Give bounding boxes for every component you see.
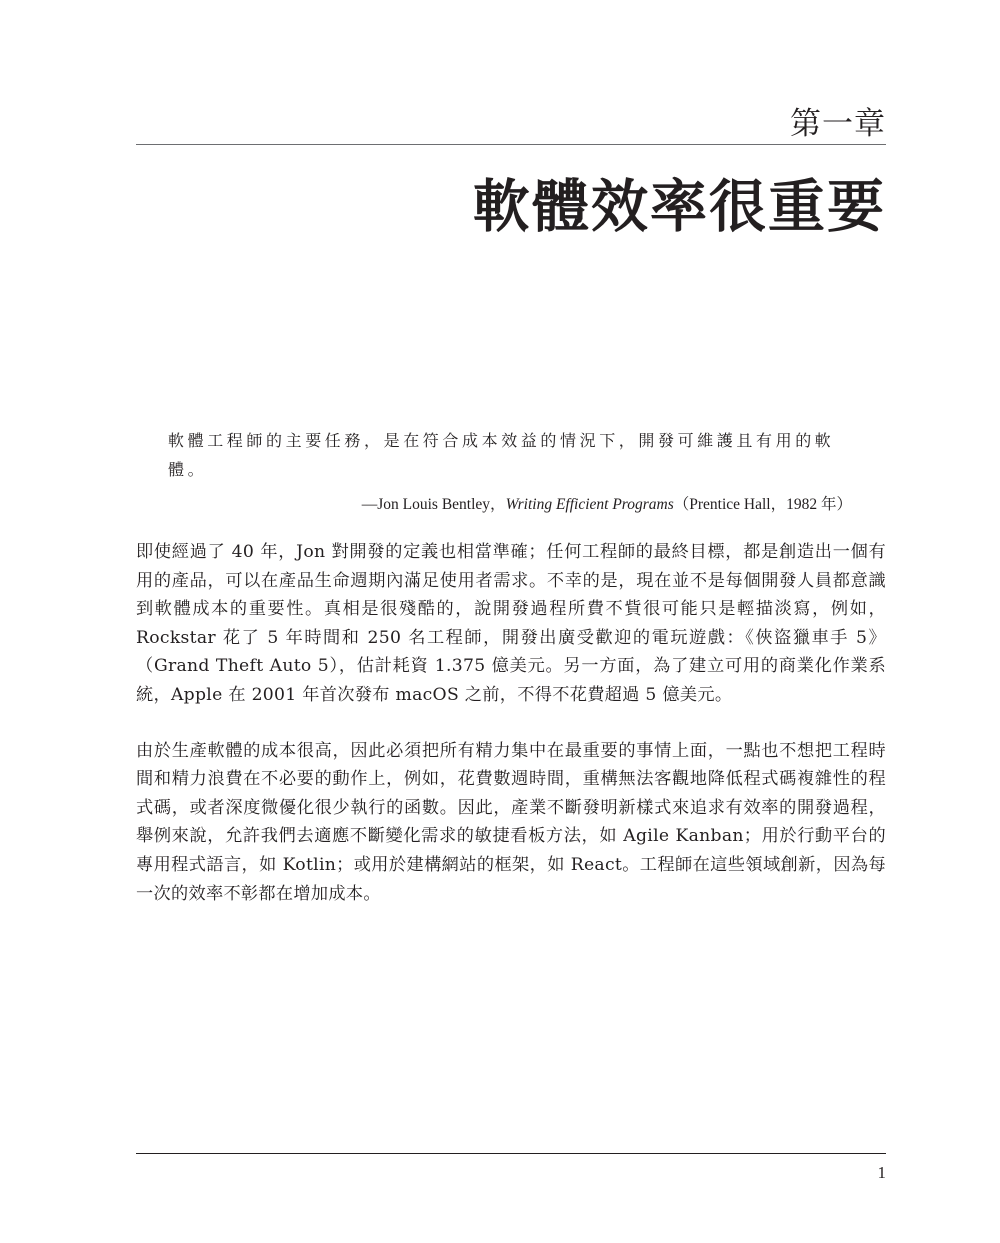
chapter-title: 軟體效率很重要 <box>473 174 886 240</box>
footer-divider <box>136 1153 886 1154</box>
page-number: 1 <box>877 1163 886 1182</box>
chapter-label: 第一章 <box>790 106 886 142</box>
attribution-author: Jon Louis Bentley， <box>377 496 506 513</box>
body-paragraph: 即使經過了 40 年，Jon 對開發的定義也相當準確；任何工程師的最終目標，都是創造出一個有用的產品，可以在產品生命週期內滿足使用者需求。不幸的是，現在並不是每個開發人員都意識到軟體成本的重要性。真相是很殘酷的，說開發過程所費不貲很可能只是輕描淡寫，例如，Rockstar 花了 5 年時間和 250 名工程師，開發出廣受歡迎的電玩遊戲：《俠盜獵車手 5》（Grand Theft Auto 5），估計耗資 1.375 億美元。另一方面，為了建立可用的商業化作業系統，Apple 在 2001 年首次發布 macOS 之前，不得不花費超過 5 億美元。 <box>136 542 886 705</box>
body-text <box>136 538 886 935</box>
attribution-publisher: （Prentice Hall，1982 年） <box>673 496 852 513</box>
epigraph <box>168 426 868 518</box>
attribution-dash: — <box>361 496 378 513</box>
epigraph-quote: 軟體工程師的主要任務，是在符合成本效益的情況下，開發可維護且有用的軟體。 <box>168 431 835 479</box>
header-divider <box>136 144 886 145</box>
epigraph-attribution <box>168 492 868 518</box>
body-paragraph: 由於生產軟體的成本很高，因此必須把所有精力集中在最重要的事情上面，一點也不想把工程時間和精力浪費在不必要的動作上，例如，花費數週時間，重構無法客觀地降低程式碼複雜性的程式碼，或者深度微優化很少執行的函數。因此，產業不斷發明新樣式來追求有效率的開發過程，舉例來說，允許我們去適應不斷變化需求的敏捷看板方法，如 Agile Kanban；用於行動平台的專用程式語言，如 Kotlin；或用於建構網站的框架，如 React。工程師在這些領域創新，因為每一次的效率不彰都在增加成本。 <box>136 740 886 904</box>
attribution-book: Writing Efficient Programs <box>505 496 674 513</box>
